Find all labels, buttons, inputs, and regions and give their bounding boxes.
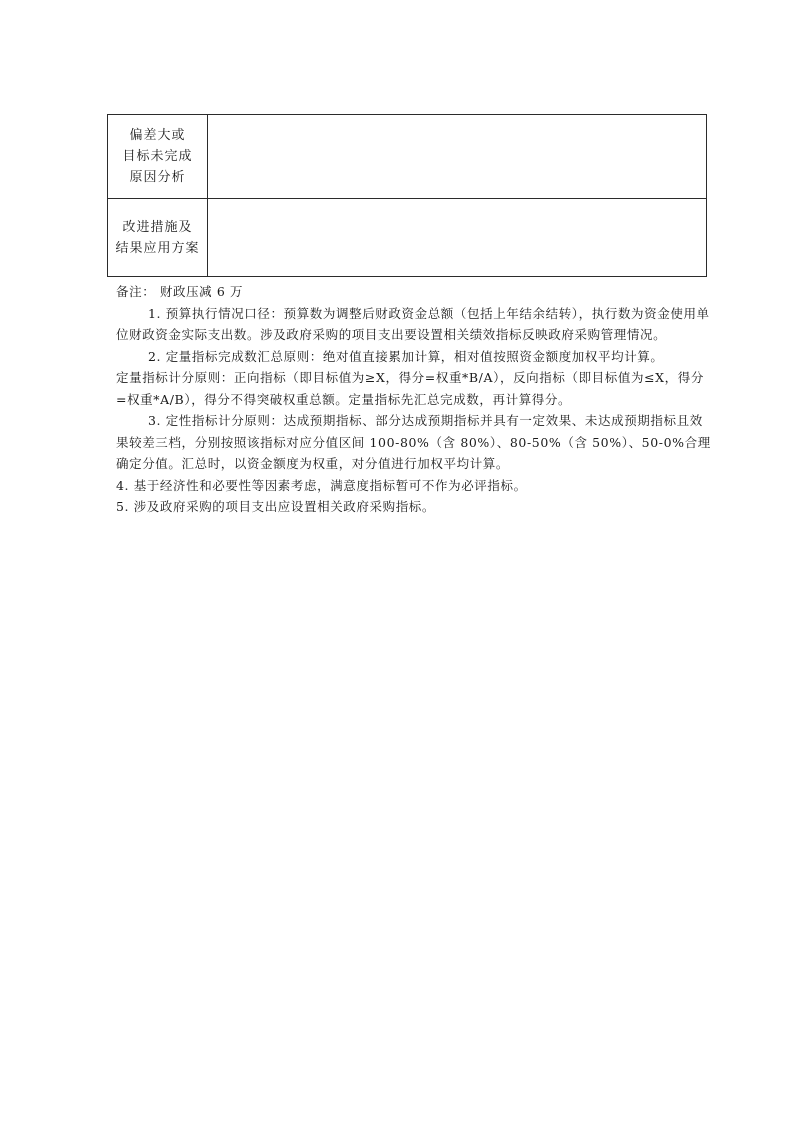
label-line: 改进措施及 bbox=[122, 219, 193, 235]
note-item-1: 1. 预算执行情况口径：预算数为调整后财政资金总额（包括上年结余结转），执行数为资金使用单位财政资金实际支出数。涉及政府采购的项目支出要设置相关绩效指标反映政府采购管理情况。 bbox=[116, 305, 710, 342]
notes-section bbox=[116, 281, 714, 518]
evaluation-table bbox=[107, 114, 707, 277]
notes-heading: 备注： 财政压减 6 万 bbox=[116, 284, 244, 299]
note-item-5: 5. 涉及政府采购的项目支出应设置相关政府采购指标。 bbox=[116, 499, 436, 514]
note-item-2: 2. 定量指标完成数汇总原则：绝对值直接累加计算，相对值按照资金额度加权平均计算。 bbox=[148, 348, 664, 364]
row-label-improvement-plan bbox=[108, 199, 208, 277]
improvement-plan-value bbox=[208, 199, 707, 277]
label-line: 目标未完成 bbox=[122, 149, 193, 164]
note-item-4: 4. 基于经济性和必要性等因素考虑，满意度指标暂可不作为必评指标。 bbox=[116, 477, 527, 493]
deviation-analysis-value bbox=[208, 115, 707, 199]
label-line: 结果应用方案 bbox=[115, 240, 200, 256]
row-label-deviation-analysis bbox=[108, 115, 208, 199]
table-row bbox=[108, 115, 707, 199]
note-item-2-scoring: 定量指标计分原则：正向指标（即目标值为≥X，得分=权重*B/A），反向指标（即目标值为≤X，得分=权重*A/B），得分不得突破权重总额。定量指标先汇总完成数，再计算得分。 bbox=[116, 370, 704, 407]
note-item-3: 3. 定性指标计分原则：达成预期指标、部分达成预期指标并具有一定效果、未达成预期指标且效果较差三档，分别按照该指标对应分值区间 100-80%（含 80%）、80-50%（含 50%）、50-0%合理确定分值。汇总时，以资金额度为权重，对分值进行加权平均计算。 bbox=[116, 413, 711, 471]
table-row bbox=[108, 199, 707, 277]
label-line: 偏差大或 bbox=[129, 128, 186, 143]
label-line: 原因分析 bbox=[129, 170, 186, 185]
